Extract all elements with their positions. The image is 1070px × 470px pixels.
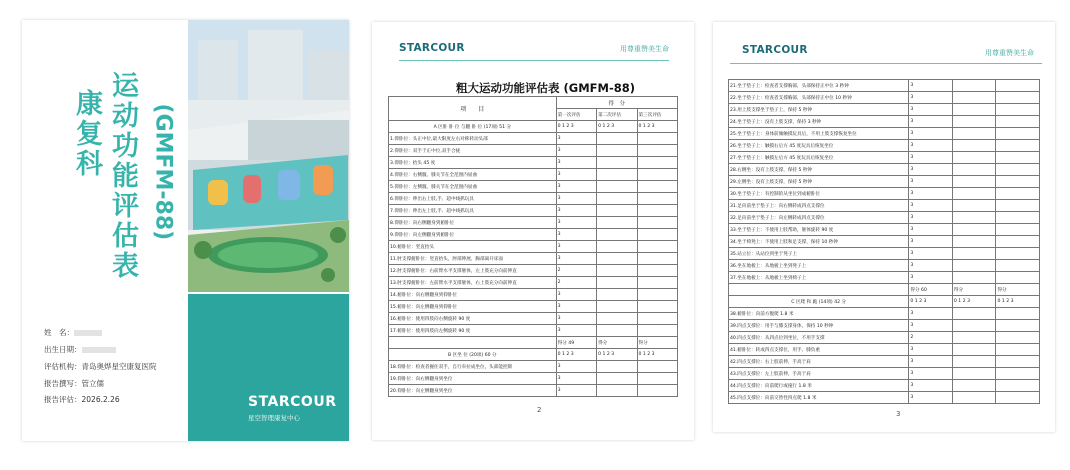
row-score: 3 bbox=[909, 248, 953, 260]
row-score-2 bbox=[597, 361, 637, 373]
info-birthdate: 出生日期： bbox=[44, 344, 116, 355]
row-score: 3 bbox=[909, 104, 953, 116]
row-item: 18.仰卧位：检查者握住双手，自行牵拉成坐位，头部能控制 bbox=[389, 361, 557, 373]
row-score-3 bbox=[637, 361, 677, 373]
row-item: 12.肘支撑俯卧位：右前臂水平支撑躯体，左上肢充分向前伸直 bbox=[389, 265, 557, 277]
row-score-3 bbox=[996, 248, 1040, 260]
row-item: 3.仰卧位：抬头 45 度 bbox=[389, 157, 557, 169]
row-score-2 bbox=[952, 308, 996, 320]
table-row bbox=[389, 301, 678, 313]
scale-label: 0 1 2 3 bbox=[597, 121, 637, 133]
table-row bbox=[729, 236, 1040, 248]
subtotal-b: 得分 60 bbox=[909, 284, 953, 296]
row-score: 3 bbox=[556, 361, 596, 373]
subtotal-a2: 得分 bbox=[597, 337, 637, 349]
table-row bbox=[389, 325, 678, 337]
table-row bbox=[729, 176, 1040, 188]
row-score-3 bbox=[637, 253, 677, 265]
row-score: 3 bbox=[909, 272, 953, 284]
cover-subtitle-wrap bbox=[148, 103, 178, 256]
row-score-2 bbox=[952, 92, 996, 104]
section-c-header: C 区爬 和 跪 (14项) 42 分 bbox=[729, 296, 909, 308]
row-item: 4.仰卧位：右侧髋、膝关节在全范围内屈曲 bbox=[389, 169, 557, 181]
row-item: 8.仰卧位：向右侧翻身到俯卧位 bbox=[389, 217, 557, 229]
row-score: 3 bbox=[556, 169, 596, 181]
table-row bbox=[729, 116, 1040, 128]
row-item: 28.右侧坐：没有上肢支撑，保持 5 秒钟 bbox=[729, 164, 909, 176]
row-item: 7.仰卧位：伸出左上肢,手、超中线抓玩具 bbox=[389, 205, 557, 217]
redacted-mask bbox=[74, 330, 102, 336]
table-row bbox=[389, 373, 678, 385]
row-score-3 bbox=[996, 344, 1040, 356]
row-score-2 bbox=[597, 229, 637, 241]
section-a-header: A 区卧 卧 位 与翻 卧 位 (17项) 51 分 bbox=[389, 121, 557, 133]
title-char: 动 bbox=[112, 101, 139, 132]
row-score-2 bbox=[952, 164, 996, 176]
dept-char: 复 bbox=[76, 119, 103, 150]
row-score-2 bbox=[952, 368, 996, 380]
title-char: 评 bbox=[112, 191, 139, 222]
row-item: 39.四点支撑位：用手与膝支撑身体，保持 10 秒钟 bbox=[729, 320, 909, 332]
row-item: 19.仰卧位：向右侧翻身到坐位 bbox=[389, 373, 557, 385]
row-score-3 bbox=[637, 289, 677, 301]
row-score: 3 bbox=[556, 205, 596, 217]
gmfm-table-a bbox=[388, 96, 678, 397]
row-score-2 bbox=[597, 157, 637, 169]
title-char: 功 bbox=[112, 131, 139, 162]
row-score-3 bbox=[996, 368, 1040, 380]
row-score-2 bbox=[597, 301, 637, 313]
table-row bbox=[729, 224, 1040, 236]
row-score: 3 bbox=[556, 157, 596, 169]
row-score-3 bbox=[637, 301, 677, 313]
row-score: 3 bbox=[909, 380, 953, 392]
slogan: 用尊重赞美生命 bbox=[620, 45, 669, 53]
row-score: 3 bbox=[909, 368, 953, 380]
row-item: 35.站立位：从站位到坐于凳子上 bbox=[729, 248, 909, 260]
row-score-2 bbox=[952, 248, 996, 260]
row-score-3 bbox=[637, 205, 677, 217]
row-item: 10.俯卧位：竖直抬头 bbox=[389, 241, 557, 253]
row-score: 3 bbox=[556, 241, 596, 253]
row-score-2 bbox=[952, 320, 996, 332]
starcour-logo: STARCOUR bbox=[742, 44, 808, 56]
row-item: 2.仰卧位：双手于正中位,双手合拢 bbox=[389, 145, 557, 157]
row-score-2 bbox=[597, 145, 637, 157]
scale-label: 0 1 2 3 bbox=[996, 296, 1040, 308]
brand-subtitle: 星空智理康复中心 bbox=[248, 414, 300, 422]
row-item: 42.四点支撑位：右上肢前伸，手高于肩 bbox=[729, 356, 909, 368]
title-char: 能 bbox=[112, 161, 139, 192]
row-item: 16.俯卧位：使用四肢向右侧旋转 90 度 bbox=[389, 313, 557, 325]
row-item: 38.俯卧位：向前方腹爬 1.8 米 bbox=[729, 308, 909, 320]
scale-label: 0 1 2 3 bbox=[597, 349, 637, 361]
row-score: 3 bbox=[556, 133, 596, 145]
row-score: 3 bbox=[556, 181, 596, 193]
row-score-3 bbox=[996, 212, 1040, 224]
table-row bbox=[389, 133, 678, 145]
row-score-2 bbox=[597, 385, 637, 397]
table-row bbox=[729, 248, 1040, 260]
row-score: 3 bbox=[909, 116, 953, 128]
dept-char: 康 bbox=[76, 89, 103, 120]
row-score-2 bbox=[597, 325, 637, 337]
table-row bbox=[729, 164, 1040, 176]
row-item: 29.左侧坐：没有上肢支撑，保持 5 秒钟 bbox=[729, 176, 909, 188]
row-item: 11.肘支撑俯卧位：竖直抬头，肘部伸展，胸部离开床面 bbox=[389, 253, 557, 265]
row-item: 22.坐于垫子上：检查者支撑胸部，头部保持正中位 10 秒钟 bbox=[729, 92, 909, 104]
table-row bbox=[389, 217, 678, 229]
row-item: 13.肘支撑俯卧位：左前臂水平支撑躯体，右上肢充分向前伸直 bbox=[389, 277, 557, 289]
row-score-3 bbox=[996, 116, 1040, 128]
row-score-2 bbox=[597, 205, 637, 217]
table-row bbox=[389, 385, 678, 397]
table-row bbox=[729, 80, 1040, 92]
row-score-3 bbox=[637, 373, 677, 385]
row-score-3 bbox=[637, 181, 677, 193]
table-row bbox=[729, 344, 1040, 356]
table-row bbox=[389, 253, 678, 265]
table-row bbox=[389, 181, 678, 193]
document-title: 粗大运动功能评估表 (GMFM-88) bbox=[456, 81, 635, 95]
table-row bbox=[389, 277, 678, 289]
row-score: 3 bbox=[909, 128, 953, 140]
cover-page bbox=[22, 20, 349, 441]
row-score: 3 bbox=[556, 325, 596, 337]
row-item: 6.仰卧位：伸出右上肢,手、超中线抓玩具 bbox=[389, 193, 557, 205]
dept-char: 科 bbox=[76, 149, 103, 180]
row-score: 3 bbox=[909, 164, 953, 176]
row-item: 14.俯卧位：向右侧翻身到仰卧位 bbox=[389, 289, 557, 301]
row-item: 43.四点支撑位：左上肢前伸，手高于肩 bbox=[729, 368, 909, 380]
row-score-3 bbox=[996, 176, 1040, 188]
assessment-page-3 bbox=[713, 22, 1055, 432]
row-score-3 bbox=[996, 92, 1040, 104]
table-row bbox=[729, 140, 1040, 152]
row-score-3 bbox=[637, 157, 677, 169]
row-score-2 bbox=[952, 116, 996, 128]
cover-subtitle: (GMFM-88) bbox=[150, 103, 176, 241]
row-score: 3 bbox=[556, 217, 596, 229]
row-score-3 bbox=[996, 272, 1040, 284]
row-score-3 bbox=[996, 224, 1040, 236]
row-score-3 bbox=[637, 385, 677, 397]
row-score-2 bbox=[597, 289, 637, 301]
row-item: 20.仰卧位：向左侧翻身到坐位 bbox=[389, 385, 557, 397]
row-score-3 bbox=[637, 325, 677, 337]
row-score-3 bbox=[637, 217, 677, 229]
row-item: 24.坐于垫子上：没有上肢支撑，保持 3 秒钟 bbox=[729, 116, 909, 128]
table-row bbox=[729, 188, 1040, 200]
row-score: 3 bbox=[909, 212, 953, 224]
row-item: 9.仰卧位：向左侧翻身到俯卧位 bbox=[389, 229, 557, 241]
row-score-2 bbox=[952, 260, 996, 272]
row-item: 1.仰卧位：头正中位,最大限度左右对称转动头部 bbox=[389, 133, 557, 145]
row-score-2 bbox=[952, 224, 996, 236]
table-row bbox=[389, 313, 678, 325]
row-score: 3 bbox=[909, 260, 953, 272]
row-score-2 bbox=[952, 344, 996, 356]
table-row bbox=[389, 361, 678, 373]
slogan: 用尊重赞美生命 bbox=[985, 49, 1034, 57]
section-b-header: B 区坐 位 (20项) 60 分 bbox=[389, 349, 557, 361]
header-divider bbox=[399, 60, 669, 61]
table-row bbox=[729, 368, 1040, 380]
row-score: 3 bbox=[556, 373, 596, 385]
cover-brand-panel bbox=[188, 294, 349, 441]
row-score: 3 bbox=[556, 253, 596, 265]
department-title bbox=[76, 90, 103, 180]
row-score: 3 bbox=[556, 313, 596, 325]
row-score-3 bbox=[996, 164, 1040, 176]
row-item: 33.坐于垫子上：不使用上肢帮助，躯体旋转 90 度 bbox=[729, 224, 909, 236]
row-score-2 bbox=[952, 128, 996, 140]
row-score-3 bbox=[637, 145, 677, 157]
scale-label: 0 1 2 3 bbox=[637, 349, 677, 361]
building-svg bbox=[188, 20, 349, 292]
subtotal-b3: 得分 bbox=[996, 284, 1040, 296]
row-item: 40.四点支撑位：从四点位到坐位，不用手支撑 bbox=[729, 332, 909, 344]
row-score: 3 bbox=[909, 80, 953, 92]
row-score: 3 bbox=[909, 152, 953, 164]
row-score: 3 bbox=[556, 145, 596, 157]
table-row bbox=[729, 308, 1040, 320]
row-score: 3 bbox=[909, 140, 953, 152]
row-score-2 bbox=[952, 176, 996, 188]
table-row bbox=[729, 152, 1040, 164]
table-row bbox=[729, 272, 1040, 284]
row-score-3 bbox=[996, 320, 1040, 332]
table-row bbox=[729, 332, 1040, 344]
subtotal-a: 得分 49 bbox=[556, 337, 596, 349]
header-item: 项 目 bbox=[389, 97, 557, 121]
table-row bbox=[389, 289, 678, 301]
table-row bbox=[389, 169, 678, 181]
table-row bbox=[729, 356, 1040, 368]
row-score: 3 bbox=[909, 188, 953, 200]
header-score: 得 分 bbox=[556, 97, 677, 109]
table-row bbox=[729, 104, 1040, 116]
row-score-2 bbox=[952, 356, 996, 368]
row-score-3 bbox=[996, 356, 1040, 368]
header-eval-1: 第一次评估 bbox=[556, 109, 596, 121]
table-row bbox=[389, 265, 678, 277]
row-score-2 bbox=[597, 133, 637, 145]
row-score-2 bbox=[597, 373, 637, 385]
row-score-2 bbox=[597, 253, 637, 265]
row-score-3 bbox=[996, 80, 1040, 92]
row-score: 3 bbox=[556, 193, 596, 205]
cover-title bbox=[112, 72, 139, 282]
row-score: 2 bbox=[909, 332, 953, 344]
starcour-logo: STARCOUR bbox=[399, 42, 465, 54]
row-item: 41.俯卧位：转成四点支撑位，用手、膝负重 bbox=[729, 344, 909, 356]
row-score: 3 bbox=[556, 289, 596, 301]
row-score-3 bbox=[996, 380, 1040, 392]
row-score-3 bbox=[637, 313, 677, 325]
info-eval-date: 报告评估：2026.2.26 bbox=[44, 395, 120, 404]
table-row bbox=[729, 320, 1040, 332]
table-row bbox=[729, 380, 1040, 392]
section-c-rows bbox=[729, 308, 1040, 404]
row-item: 27.坐于垫子上：触摸左后方 45 度玩具后恢复坐位 bbox=[729, 152, 909, 164]
title-char: 运 bbox=[112, 71, 139, 102]
row-score-2 bbox=[597, 181, 637, 193]
table-row bbox=[729, 200, 1040, 212]
row-item: 17.俯卧位：使用四肢向左侧旋转 90 度 bbox=[389, 325, 557, 337]
page-number: 2 bbox=[537, 406, 542, 414]
redacted-mask bbox=[82, 347, 116, 353]
row-score-2 bbox=[597, 217, 637, 229]
row-score: 3 bbox=[909, 320, 953, 332]
row-score-2 bbox=[952, 140, 996, 152]
row-score-2 bbox=[952, 152, 996, 164]
row-score: 3 bbox=[909, 236, 953, 248]
row-score: 3 bbox=[556, 229, 596, 241]
row-score-3 bbox=[637, 133, 677, 145]
row-score-2 bbox=[597, 265, 637, 277]
table-row bbox=[729, 92, 1040, 104]
row-score-2 bbox=[952, 272, 996, 284]
row-score-3 bbox=[996, 236, 1040, 248]
row-score-3 bbox=[996, 128, 1040, 140]
row-score-2 bbox=[952, 188, 996, 200]
row-item: 34.坐于椅凳上：不使用上肢和足支撑，保持 10 秒钟 bbox=[729, 236, 909, 248]
subtotal-b2: 得分 bbox=[952, 284, 996, 296]
row-item: 15.俯卧位：向左侧翻身到仰卧位 bbox=[389, 301, 557, 313]
row-score-2 bbox=[952, 392, 996, 404]
row-score: 3 bbox=[556, 301, 596, 313]
title-char: 表 bbox=[112, 251, 139, 282]
row-score-2 bbox=[952, 104, 996, 116]
table-row bbox=[389, 241, 678, 253]
row-score: 2 bbox=[556, 265, 596, 277]
section-b-cont-rows bbox=[729, 80, 1040, 284]
scale-label: 0 1 2 3 bbox=[637, 121, 677, 133]
table-row bbox=[389, 193, 678, 205]
table-row bbox=[729, 260, 1040, 272]
row-item: 30.坐于垫子上：有控制的从坐位到成俯卧位 bbox=[729, 188, 909, 200]
page-number: 3 bbox=[896, 410, 901, 418]
subtotal-a3: 得分 bbox=[637, 337, 677, 349]
row-score-3 bbox=[996, 152, 1040, 164]
row-score-3 bbox=[996, 392, 1040, 404]
row-score-2 bbox=[952, 212, 996, 224]
assessment-page-2 bbox=[372, 22, 694, 440]
row-score: 3 bbox=[909, 392, 953, 404]
row-item: 44.四点支撑位：向前爬行或拖行 1.8 米 bbox=[729, 380, 909, 392]
section-a-rows bbox=[389, 133, 678, 337]
table-row bbox=[729, 212, 1040, 224]
row-score: 3 bbox=[909, 200, 953, 212]
row-score: 3 bbox=[909, 92, 953, 104]
row-score-3 bbox=[637, 169, 677, 181]
scale-label: 0 1 2 3 bbox=[952, 296, 996, 308]
row-score-3 bbox=[996, 332, 1040, 344]
row-score-2 bbox=[952, 80, 996, 92]
row-item: 5.仰卧位：左侧髋、膝关节在全范围内屈曲 bbox=[389, 181, 557, 193]
scale-label: 0 1 2 3 bbox=[556, 349, 596, 361]
row-score-3 bbox=[637, 241, 677, 253]
row-score: 2 bbox=[556, 277, 596, 289]
row-score-3 bbox=[996, 140, 1040, 152]
row-score-2 bbox=[952, 380, 996, 392]
scale-label: 0 1 2 3 bbox=[556, 121, 596, 133]
building-illustration bbox=[188, 20, 349, 292]
row-item: 32.足向前坐于垫子上：向左侧转成四点支撑位 bbox=[729, 212, 909, 224]
row-item: 25.坐于垫子上：身体前倾触摸玩具后，不用上肢支撑恢复坐位 bbox=[729, 128, 909, 140]
row-item: 23.用上肢支撑坐于垫子上，保持 5 秒钟 bbox=[729, 104, 909, 116]
row-score-2 bbox=[597, 193, 637, 205]
row-score: 3 bbox=[909, 224, 953, 236]
table-row bbox=[389, 205, 678, 217]
table-row bbox=[729, 392, 1040, 404]
row-score-3 bbox=[637, 265, 677, 277]
row-score-2 bbox=[597, 169, 637, 181]
row-score-3 bbox=[996, 188, 1040, 200]
row-item: 21.坐于垫子上：检查者支撑胸部，头部保持正中位 3 秒钟 bbox=[729, 80, 909, 92]
row-item: 36.坐在地板上：从地板上坐到凳子上 bbox=[729, 260, 909, 272]
info-name: 姓 名： bbox=[44, 327, 102, 338]
gmfm-table-b-c bbox=[728, 79, 1040, 404]
table-row bbox=[389, 145, 678, 157]
row-score: 3 bbox=[556, 385, 596, 397]
row-score-3 bbox=[637, 277, 677, 289]
row-score-3 bbox=[996, 104, 1040, 116]
row-item: 31.足向前坐于垫子上：向右侧转成四点支撑位 bbox=[729, 200, 909, 212]
brand-logo: STARCOUR bbox=[248, 394, 337, 410]
table-row bbox=[389, 229, 678, 241]
row-score-3 bbox=[637, 229, 677, 241]
subtotal-spacer bbox=[389, 337, 557, 349]
row-score-2 bbox=[597, 313, 637, 325]
row-score: 3 bbox=[909, 176, 953, 188]
row-score-2 bbox=[952, 236, 996, 248]
row-score-2 bbox=[597, 277, 637, 289]
row-score: 3 bbox=[909, 344, 953, 356]
row-score-3 bbox=[996, 308, 1040, 320]
header-divider bbox=[730, 63, 1042, 64]
row-item: 37.坐在地板上：从地板上坐到椅子上 bbox=[729, 272, 909, 284]
table-row bbox=[729, 128, 1040, 140]
info-writer: 报告撰写：管立儒 bbox=[44, 379, 104, 388]
header-eval-2: 第二次评估 bbox=[597, 109, 637, 121]
row-score-2 bbox=[952, 200, 996, 212]
row-score-3 bbox=[637, 193, 677, 205]
row-score: 3 bbox=[909, 308, 953, 320]
info-institution: 评估机构：青岛奥烨星空康复医院 bbox=[44, 362, 157, 371]
subtotal-spacer bbox=[729, 284, 909, 296]
row-score-3 bbox=[996, 260, 1040, 272]
header-eval-3: 第三次评估 bbox=[637, 109, 677, 121]
scale-label: 0 1 2 3 bbox=[909, 296, 953, 308]
title-char: 估 bbox=[112, 221, 139, 252]
table-row bbox=[389, 157, 678, 169]
row-item: 45.四点支撑位：向前交替性四点爬 1.8 米 bbox=[729, 392, 909, 404]
row-score: 3 bbox=[909, 356, 953, 368]
row-score-2 bbox=[952, 332, 996, 344]
row-score-3 bbox=[996, 200, 1040, 212]
row-item: 26.坐于垫子上：触摸右后方 45 度玩具后恢复坐位 bbox=[729, 140, 909, 152]
row-score-2 bbox=[597, 241, 637, 253]
section-b-rows bbox=[389, 361, 678, 397]
